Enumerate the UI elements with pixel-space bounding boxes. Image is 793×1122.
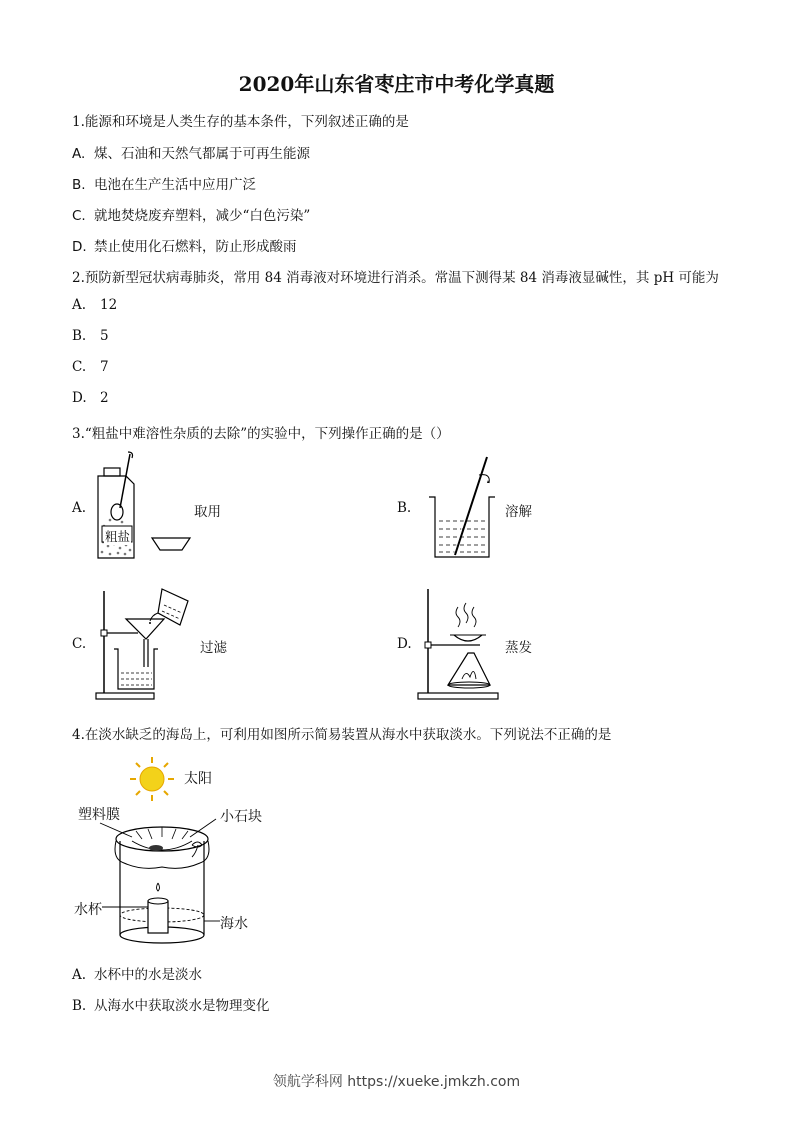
q2-option-c	[72, 359, 109, 375]
question-3-stem: 3.“粗盐中难溶性杂质的去除”的实验中，下列操作正确的是（）	[72, 426, 450, 442]
option-text: 从海水中获取淡水是物理变化	[94, 998, 270, 1014]
figure-d-caption: 蒸发	[505, 640, 532, 656]
option-text: 7	[100, 359, 109, 375]
option-text: 12	[100, 297, 118, 313]
q1-option-c	[72, 204, 310, 224]
figure-b-caption: 溶解	[505, 504, 532, 520]
question-4-stem: 4.在淡水缺乏的海岛上，可利用如图所示简易装置从海水中获取淡水。下列说法不正确的是	[72, 727, 612, 743]
option-label: B.	[72, 177, 86, 193]
figure-c-caption: 过滤	[200, 640, 227, 656]
option-text: 5	[100, 328, 109, 344]
footer-watermark: 领航学科网 https://xueke.jmkzh.com	[272, 1074, 521, 1090]
option-label: B.	[72, 998, 87, 1014]
option-label: D.	[72, 239, 87, 255]
option-label: A.	[72, 967, 87, 983]
label-cup: 水杯	[74, 902, 102, 918]
option-label: B.	[72, 328, 87, 344]
q4-option-b	[72, 994, 270, 1014]
jar-label-text: 粗盐	[105, 529, 131, 544]
label-sun: 太阳	[184, 771, 212, 787]
option-label: C.	[72, 208, 86, 224]
option-label: A.	[72, 146, 86, 162]
sun-icon	[130, 757, 174, 801]
q2-option-b	[72, 328, 109, 344]
q4-option-a	[72, 963, 202, 983]
figure-c-filtration-drawing	[92, 585, 202, 703]
question-1-stem: 1.能源和环境是人类生存的基本条件，下列叙述正确的是	[72, 114, 409, 130]
figure-c-label: C.	[72, 636, 87, 652]
q2-option-a	[72, 297, 117, 313]
option-text: 就地焚烧废弃塑料，减少“白色污染”	[94, 208, 311, 224]
option-text: 煤、石油和天然气都属于可再生能源	[94, 146, 310, 162]
q2-option-d	[72, 390, 109, 406]
figure-b-beaker-drawing	[425, 455, 505, 561]
label-sea: 海水	[220, 916, 248, 932]
option-label: D.	[72, 390, 87, 406]
option-label: A.	[72, 297, 87, 313]
figure-a-label: A.	[72, 500, 87, 516]
option-text: 2	[100, 390, 109, 406]
option-text: 禁止使用化石燃料，防止形成酸雨	[94, 239, 297, 255]
figure-b-label: B.	[397, 500, 412, 516]
label-stone: 小石块	[220, 809, 262, 825]
label-film: 塑料膜	[78, 807, 120, 823]
page-title: 2020年山东省枣庄市中考化学真题	[238, 72, 555, 96]
q1-option-d	[72, 235, 297, 255]
q1-option-b	[72, 173, 256, 193]
figure-d-evaporation-drawing	[414, 585, 504, 703]
option-text: 电池在生产生活中应用广泛	[94, 177, 256, 193]
option-text: 水杯中的水是淡水	[94, 967, 202, 983]
figure-d-label: D.	[397, 636, 412, 652]
figure-a-caption: 取用	[194, 504, 221, 520]
option-label: C.	[72, 359, 87, 375]
question-2-stem: 2.预防新型冠状病毒肺炎，常用 84 消毒液对环境进行消杀。常温下测得某 84 消毒液显碱性，其 pH 可能为	[72, 270, 719, 286]
q1-option-a	[72, 142, 310, 162]
